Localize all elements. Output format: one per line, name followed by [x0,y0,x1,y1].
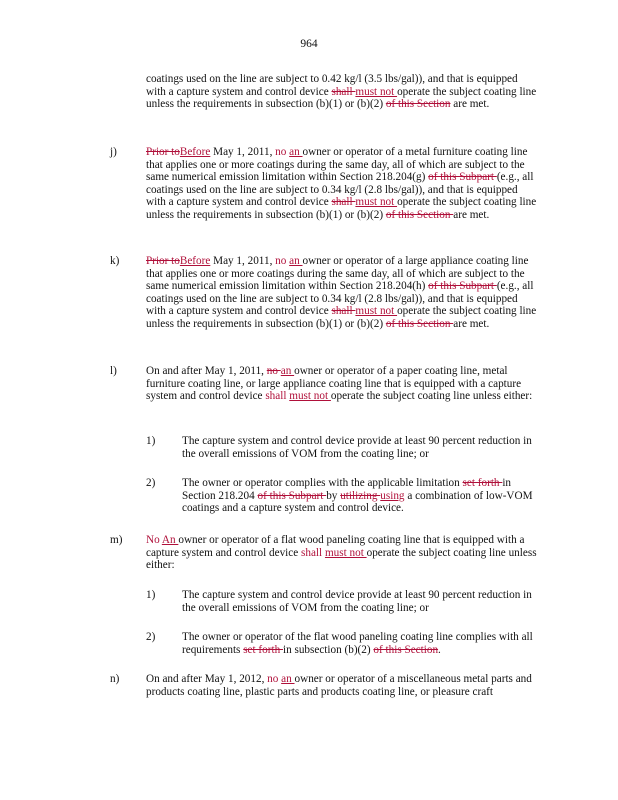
item-label-m-1: 1) [146,589,156,601]
text-run: On and after May 1, 2011, [146,365,267,377]
deleted-text: of this Section [385,208,454,221]
item-m-1-text [182,589,538,614]
paragraph-continuation [146,73,538,111]
subsection-label-l: l) [110,365,117,377]
text-run: May 1, 2011, [210,255,276,267]
text-run: owner or operator of a large appliance coating line that applies one or more coatings during the same day, all of which are subject to the same numerical emission limitation within Section 218.204(h) [146,255,529,293]
text-run: operate the subject coating line unless either: [146,546,537,572]
deleted-text: of this Section [385,317,454,330]
deleted-text: shall [331,85,356,98]
text-run: owner or operator of a paper coating line, metal furniture coating line, or large appliance coating line that is equipped with a capture system and control device [146,365,522,403]
text-run: are met. [453,208,490,221]
item-l-2-text [182,477,538,515]
deleted-text: of this Subpart [428,280,497,293]
text-run: owner or operator of a miscellaneous metal parts and products coating line, plastic parts and products coating line, or pleasure craft [146,673,532,698]
text-run: in subsection (b)(2) [282,643,374,656]
subsection-label-k: k) [110,255,120,267]
subsection-label-j: j) [110,146,117,158]
text-run: operate the subject coating line unless the requirements in subsection (b)(1) or (b)(2) [146,305,537,330]
inserted-text: an [281,673,295,685]
text-run: The owner or operator complies with the applicable limitation [182,477,463,489]
deleted-text: Prior to [146,255,180,267]
text-run: a combination of low-VOM coatings and a capture system and control device. [182,489,533,515]
subsection-n-text [146,673,538,698]
subsection-m-text [146,534,538,572]
text-run: The owner or operator of the flat wood paneling coating line complies with all requirements [182,631,533,656]
text-run: May 1, 2011, [210,146,276,158]
text-run: The capture system and control device provide at least 90 percent reduction in the overall emissions of VOM from the coating line; or [182,589,532,614]
deleted-text: Prior to [146,146,180,158]
text-run: owner or operator of a metal furniture coating line that applies one or more coatings during the same day, all of which are subject to the same numerical emission limitation within Section 218.204(g) [146,146,528,184]
text-run: (e.g., all coatings used on the line are subject to 0.34 kg/l (2.8 lbs/gal)), and that is equipped with a capture system and control device [146,171,534,209]
inserted-text: an [289,146,303,158]
inserted-text: an [280,365,295,377]
text-run: are met. [453,317,490,330]
deleted-text: of this Section [373,643,439,656]
text-run: by [326,489,341,502]
revision-text: no [267,673,282,685]
deleted-text: set forth [462,477,503,489]
revision-text: no [275,146,290,158]
item-l-1-text [182,435,538,460]
subsection-j-text [146,146,538,222]
text-run: coatings used on the line are subject to 0.42 kg/l (3.5 lbs/gal)), and that is equipped with a capture system and control device [146,73,518,98]
text-run: operate the subject coating line unless the requirements in subsection (b)(1) or (b)(2) [146,85,537,111]
inserted-text: an [289,255,303,267]
inserted-text: An [161,534,179,546]
inserted-text: must not [355,85,398,98]
text-run: . [438,643,441,656]
deleted-text: no [266,365,281,377]
inserted-text: must not [355,196,398,209]
deleted-text: of this Subpart [257,489,327,502]
revision-text: no [275,255,290,267]
inserted-text: must not [324,546,367,559]
deleted-text: set forth [243,643,283,656]
inserted-text: Before [179,255,211,267]
revision-text: shall [301,546,325,559]
subsection-l-text [146,365,538,403]
revision-text: shall [265,390,290,403]
inserted-text: using [380,489,405,502]
subsection-label-n: n) [110,673,120,685]
text-run: owner or operator of a flat wood paneling coating line that is equipped with a capture system and control device [146,534,525,559]
subsection-k-text [146,255,538,331]
item-label-l-2: 2) [146,477,156,489]
inserted-text: Before [179,146,211,158]
revision-text: No [146,534,162,546]
item-label-m-2: 2) [146,631,156,643]
deleted-text: of this Subpart [428,171,497,184]
deleted-text: of this Section [385,98,451,111]
inserted-text: must not [289,390,331,403]
deleted-text: shall [331,196,356,209]
text-run: operate the subject coating line unless the requirements in subsection (b)(1) or (b)(2) [146,196,537,221]
text-run: are met. [450,98,490,111]
subsection-label-m: m) [110,534,123,546]
text-run: (e.g., all coatings used on the line are subject to 0.34 kg/l (2.8 lbs/gal)), and that is equipped with a capture system and control device [146,280,534,318]
page-number: 964 [300,38,318,50]
text-run: On and after May 1, 2012, [146,673,268,685]
text-run: The capture system and control device provide at least 90 percent reduction in the overall emissions of VOM from the coating line; or [182,435,532,460]
deleted-text: utilizing [340,489,381,502]
text-run: operate the subject coating line unless either: [330,390,533,403]
text-run: in Section 218.204 [182,477,512,502]
deleted-text: shall [331,305,356,318]
item-label-l-1: 1) [146,435,156,447]
inserted-text: must not [355,305,398,318]
item-m-2-text [182,631,538,656]
